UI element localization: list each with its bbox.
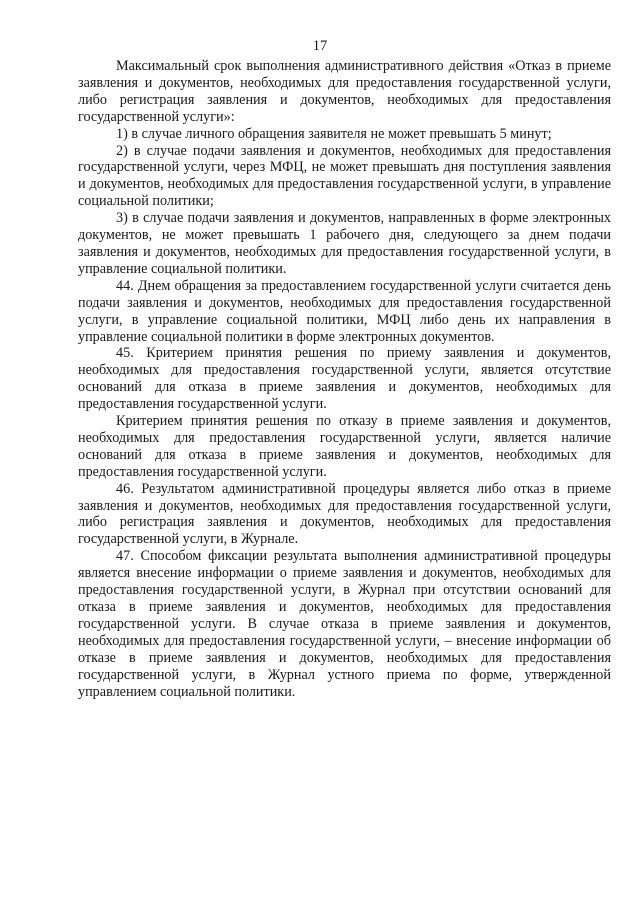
paragraph-45: 45. Критерием принятия решения по приему заявления и документов, необходимых для предоставления государственной услуги, является отсутствие оснований для отказа в приеме заявления и документов, необходимых для предоставления государственной услуги. (78, 345, 611, 413)
paragraph-47: 47. Способом фиксации результата выполнения административной процедуры является внесение информации о приеме заявления и документов, необходимых для предоставления государственной услуги, в Журнал при отсутствии оснований для отказа в приеме заявления и документов, необходимых для предоставления государственной услуги. В случае отказа в приеме заявления и документов, необходимых для предоставления государственной услуги, – внесение информации об отказе в приеме заявления и документов, необходимых для предоставления государственной услуги, в Журнал устного приема по форме, утвержденной управлением социальной политики. (78, 548, 611, 700)
paragraph-item-2: 2) в случае подачи заявления и документов, необходимых для предоставления государственной услуги, через МФЦ, не может превышать дня поступления заявления и документов, необходимых для предоставления государственной услуги, в управление социальной политики; (78, 142, 611, 210)
document-body (78, 58, 611, 700)
page-number: 17 (312, 38, 328, 54)
paragraph-deadline-intro: Максимальный срок выполнения административного действия «Отказ в приеме заявления и документов, необходимых для предоставления государственной услуги, либо регистрация заявления и документов, необходимых для предоставления государственной услуги»: (78, 58, 611, 125)
paragraph-46: 46. Результатом административной процедуры является либо отказ в приеме заявления и документов, необходимых для предоставления государственной услуги, либо регистрация заявления и документов, необходимых для предоставления государственной услуги, в Журнале. (78, 480, 611, 548)
paragraph-44: 44. Днем обращения за предоставлением государственной услуги считается день подачи заявления и документов, необходимых для предоставления государственной услуги, в управление социальной политики, МФЦ либо день их направления в управление социальной политики в форме электронных документов. (78, 277, 611, 345)
paragraph-item-3: 3) в случае подачи заявления и документов, направленных в форме электронных документов, не может превышать 1 рабочего дня, следующего за днем подачи заявления и документов, необходимых для предоставления государственной услуги, в управление социальной политики. (78, 210, 611, 277)
paragraph-item-1: 1) в случае личного обращения заявителя не может превышать 5 минут; (116, 125, 552, 142)
paragraph-45-refusal-criterion: Критерием принятия решения по отказу в приеме заявления и документов, необходимых для предоставления государственной услуги, является наличие оснований для отказа в приеме заявления и документов, необходимых для предоставления государственной услуги. (78, 413, 611, 480)
